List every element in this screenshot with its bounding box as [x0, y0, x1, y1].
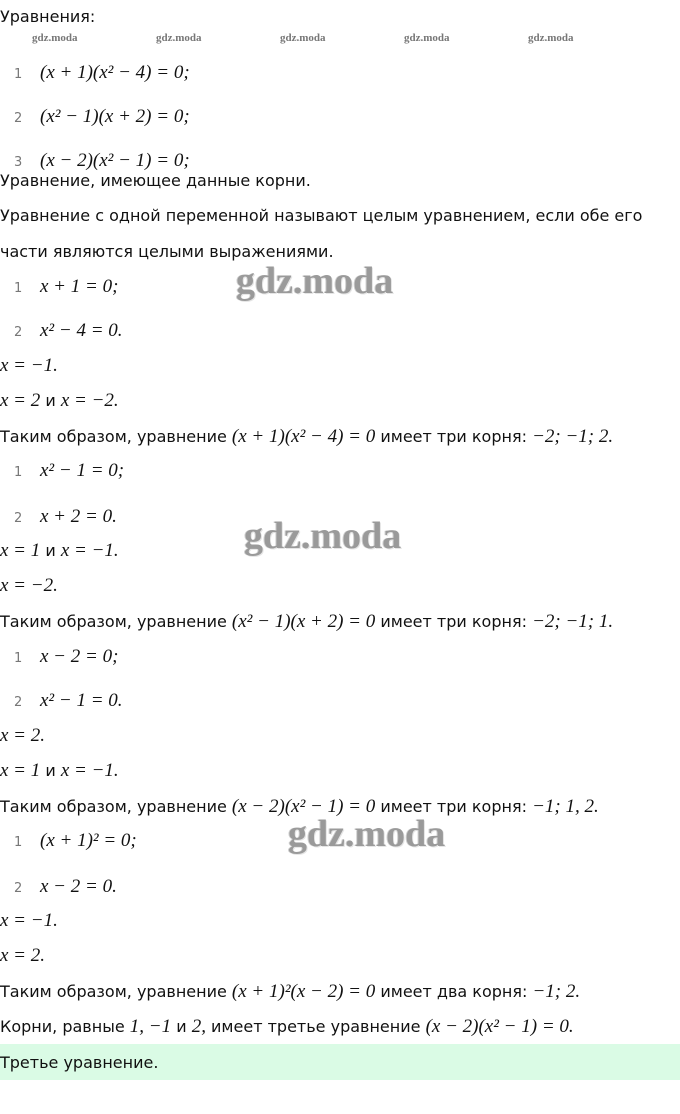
- clipped-list-item: 3 (x − 2)(x² − 1) = 0;: [14, 150, 190, 171]
- watermark-small: gdz.moda: [280, 32, 326, 44]
- summary-line: Таким образом, уравнение (x − 2)(x² − 1) = 0 имеет три корня: −1; 1, 2.: [0, 796, 599, 817]
- root-line: x = 1 и x = −1.: [0, 540, 119, 561]
- watermark-big: gdz.moda: [244, 515, 402, 557]
- equation: (x + 1)(x² − 4) = 0;: [40, 62, 190, 83]
- watermark-small: gdz.moda: [528, 32, 574, 44]
- list-item: 2 x² − 4 = 0.: [14, 320, 123, 341]
- list-item: 2 x + 2 = 0.: [14, 506, 117, 527]
- watermark-big: gdz.moda: [236, 260, 394, 302]
- equation: (x² − 1)(x + 2) = 0;: [40, 106, 190, 127]
- root-line: x = −2.: [0, 575, 58, 596]
- root-line: x = −1.: [0, 355, 58, 376]
- definition-line-2: части являются целыми выражениями.: [0, 242, 334, 261]
- list-item: 1 (x + 1)² = 0;: [14, 830, 137, 851]
- watermark-big: gdz.moda: [288, 813, 446, 855]
- root-line: x = −1.: [0, 910, 58, 931]
- task-text: Уравнение, имеющее данные корни.: [0, 171, 311, 190]
- root-line: x = 2.: [0, 725, 46, 746]
- root-line: x = 2.: [0, 945, 46, 966]
- conclusion-line: Корни, равные 1, −1 и 2, имеет третье уравнение (x − 2)(x² − 1) = 0.: [0, 1016, 574, 1037]
- definition-line-1: Уравнение с одной переменной называют целым уравнением, если обе его: [0, 206, 643, 225]
- answer-box: [0, 1044, 680, 1080]
- summary-line: Таким образом, уравнение (x + 1)²(x − 2) = 0 имеет два корня: −1; 2.: [0, 981, 581, 1002]
- watermark-small: gdz.moda: [156, 32, 202, 44]
- equations-header: Уравнения:: [0, 7, 96, 26]
- watermark-small: gdz.moda: [32, 32, 78, 44]
- summary-line: Таким образом, уравнение (x² − 1)(x + 2) = 0 имеет три корня: −2; −1; 1.: [0, 611, 614, 632]
- list-item: 2 (x² − 1)(x + 2) = 0;: [14, 106, 190, 127]
- list-item: 2 x − 2 = 0.: [14, 876, 117, 897]
- watermark-small: gdz.moda: [404, 32, 450, 44]
- list-item: 2 x² − 1 = 0.: [14, 690, 123, 711]
- list-item: 1 (x + 1)(x² − 4) = 0;: [14, 62, 190, 83]
- root-line: x = 1 и x = −1.: [0, 760, 119, 781]
- list-item: 1 x² − 1 = 0;: [14, 460, 125, 481]
- summary-line: Таким образом, уравнение (x + 1)(x² − 4) = 0 имеет три корня: −2; −1; 2.: [0, 426, 614, 447]
- answer-text: Третье уравнение.: [0, 1053, 159, 1072]
- list-item: 1 x + 1 = 0;: [14, 276, 119, 297]
- root-line: x = 2 и x = −2.: [0, 390, 119, 411]
- list-item: 1 x − 2 = 0;: [14, 646, 119, 667]
